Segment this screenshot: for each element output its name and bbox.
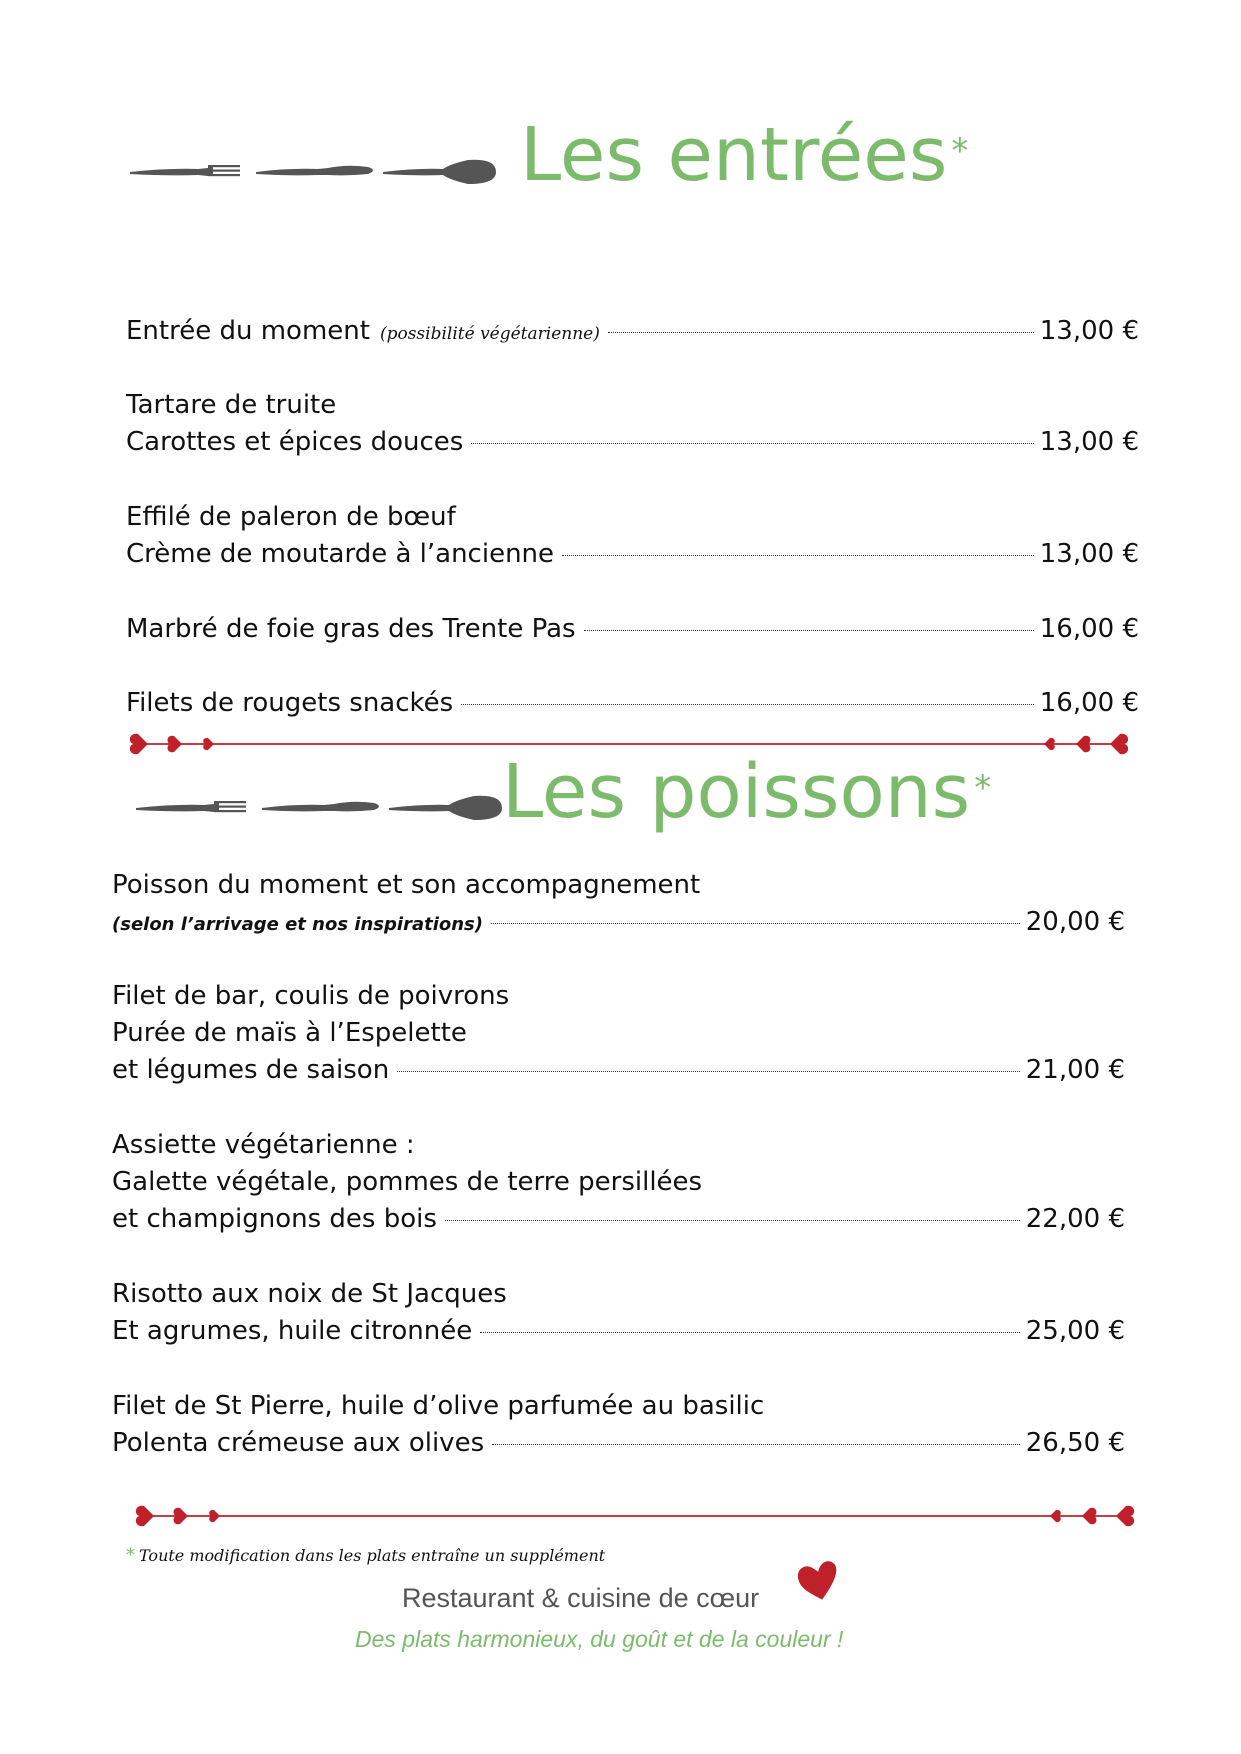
asterisk-mark: * — [974, 768, 992, 808]
menu-item: Filets de rougets snackés 16,00 € — [126, 685, 1139, 722]
hearts-divider — [130, 1501, 1140, 1531]
menu-item: Effilé de paleron de bœuf Crème de moutarde à l’ancienne 13,00 € — [126, 499, 1139, 573]
price: 13,00 € — [1039, 316, 1139, 346]
price: 16,00 € — [1039, 688, 1139, 718]
price: 25,00 € — [1025, 1316, 1125, 1346]
price: 20,00 € — [1025, 907, 1125, 937]
menu-item: Poisson du moment et son accompagnement (selon l’arrivage et nos inspirations) 20,00 € — [112, 867, 1125, 943]
tagline: Des plats harmonieux, du goût et de la couleur ! — [355, 1626, 844, 1652]
price: 13,00 € — [1039, 427, 1139, 457]
menu-item: Entrée du moment (possibilité végétarienne) 13,00 € — [126, 313, 1139, 353]
brand-name: Restaurant & cuisine de cœur — [402, 1583, 760, 1613]
menu-item: Risotto aux noix de St Jacques Et agrumes, huile citronnée 25,00 € — [112, 1276, 1125, 1350]
menu-item: Filet de St Pierre, huile d’olive parfumée au basilic Polenta crémeuse aux olives 26,50 € — [112, 1388, 1125, 1462]
heart-icon — [796, 1560, 840, 1602]
price: 26,50 € — [1025, 1428, 1125, 1458]
menu-item: Tartare de truite Carottes et épices douces 13,00 € — [126, 387, 1139, 461]
menu-item: Assiette végétarienne : Galette végétale, pommes de terre persillées et champignons des bois 22,00 € — [112, 1127, 1125, 1238]
asterisk-mark: * — [951, 131, 969, 171]
entrees-title: Les entrées * — [520, 112, 969, 198]
menu-item: Marbré de foie gras des Trente Pas 16,00 € — [126, 611, 1139, 648]
price: 13,00 € — [1039, 539, 1139, 569]
poissons-list — [112, 0, 1125, 1500]
price: 16,00 € — [1039, 614, 1139, 644]
menu-item: Filet de bar, coulis de poivrons Purée de maïs à l’Espelette et légumes de saison 21,00 € — [112, 978, 1125, 1089]
poissons-title: Les poissons * — [502, 749, 992, 835]
price: 21,00 € — [1025, 1055, 1125, 1085]
price: 22,00 € — [1025, 1204, 1125, 1234]
footnote: * Toute modification dans les plats entraîne un supplément — [126, 1545, 606, 1566]
